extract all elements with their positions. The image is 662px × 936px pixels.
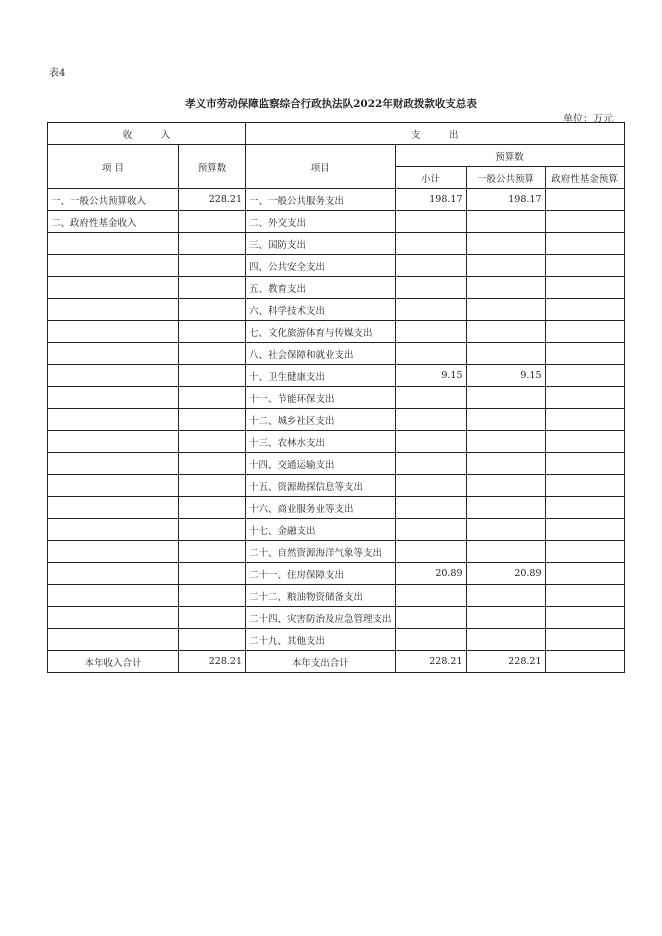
income-total-amount: 228.21 bbox=[179, 651, 246, 673]
expense-item-cell: 二十一、住房保障支出 bbox=[246, 563, 396, 585]
income-item-cell bbox=[48, 255, 179, 277]
subtotal-cell bbox=[395, 277, 466, 299]
general-budget-cell bbox=[466, 277, 545, 299]
subtotal-cell: 198.17 bbox=[395, 189, 466, 211]
income-item-cell bbox=[48, 563, 179, 585]
expense-item-cell: 二十、自然资源海洋气象等支出 bbox=[246, 541, 396, 563]
subtotal-total: 228.21 bbox=[395, 651, 466, 673]
subtotal-cell bbox=[395, 431, 466, 453]
table-row bbox=[48, 255, 625, 277]
expense-item-cell: 三、国防支出 bbox=[246, 233, 396, 255]
income-amount-cell bbox=[179, 431, 246, 453]
fund-budget-cell bbox=[545, 497, 624, 519]
expense-item-cell: 十四、交通运输支出 bbox=[246, 453, 396, 475]
general-budget-cell bbox=[466, 211, 545, 233]
expense-item-cell: 一、一般公共服务支出 bbox=[246, 189, 396, 211]
fund-budget-cell bbox=[545, 277, 624, 299]
expense-item-cell: 四、公共安全支出 bbox=[246, 255, 396, 277]
expense-header: 支 出 bbox=[246, 123, 625, 145]
expense-item-cell: 六、科学技术支出 bbox=[246, 299, 396, 321]
fund-budget-cell bbox=[545, 585, 624, 607]
expense-item-cell: 二、外交支出 bbox=[246, 211, 396, 233]
fund-budget-cell bbox=[545, 475, 624, 497]
income-amount-cell bbox=[179, 541, 246, 563]
table-row bbox=[48, 519, 625, 541]
income-item-header: 项 目 bbox=[48, 145, 179, 189]
subtotal-cell bbox=[395, 321, 466, 343]
general-budget-cell bbox=[466, 431, 545, 453]
income-item-cell bbox=[48, 497, 179, 519]
income-total-label: 本年收入合计 bbox=[48, 651, 179, 673]
table-label: 表4 bbox=[49, 68, 66, 79]
expense-total-label: 本年支出合计 bbox=[246, 651, 396, 673]
income-amount-cell bbox=[179, 607, 246, 629]
income-amount-cell bbox=[179, 233, 246, 255]
table-row bbox=[48, 541, 625, 563]
general-budget-cell bbox=[466, 321, 545, 343]
income-item-cell bbox=[48, 299, 179, 321]
income-amount-cell bbox=[179, 211, 246, 233]
fund-budget-cell bbox=[545, 431, 624, 453]
general-budget-cell bbox=[466, 475, 545, 497]
income-amount-cell bbox=[179, 365, 246, 387]
header-row-2 bbox=[48, 145, 625, 167]
general-budget-total: 228.21 bbox=[466, 651, 545, 673]
income-amount-cell bbox=[179, 321, 246, 343]
income-amount-cell bbox=[179, 453, 246, 475]
income-amount-cell bbox=[179, 629, 246, 651]
subtotal-cell bbox=[395, 607, 466, 629]
income-amount-cell bbox=[179, 299, 246, 321]
expense-item-cell: 十七、金融支出 bbox=[246, 519, 396, 541]
income-item-cell bbox=[48, 519, 179, 541]
expense-item-cell: 十六、商业服务业等支出 bbox=[246, 497, 396, 519]
income-item-cell bbox=[48, 607, 179, 629]
table-row bbox=[48, 189, 625, 211]
general-budget-cell bbox=[466, 453, 545, 475]
expense-item-header: 项目 bbox=[246, 145, 396, 189]
subtotal-cell bbox=[395, 299, 466, 321]
income-item-cell bbox=[48, 233, 179, 255]
general-budget-cell bbox=[466, 541, 545, 563]
table-row bbox=[48, 475, 625, 497]
expense-item-cell: 十、卫生健康支出 bbox=[246, 365, 396, 387]
subtotal-cell bbox=[395, 343, 466, 365]
general-budget-cell bbox=[466, 233, 545, 255]
fund-budget-cell bbox=[545, 453, 624, 475]
general-budget-cell bbox=[466, 607, 545, 629]
income-amount-cell bbox=[179, 255, 246, 277]
income-item-cell bbox=[48, 629, 179, 651]
fund-budget-cell bbox=[545, 189, 624, 211]
income-amount-cell bbox=[179, 409, 246, 431]
general-budget-cell: 20.89 bbox=[466, 563, 545, 585]
income-amount-cell bbox=[179, 497, 246, 519]
header-row-1 bbox=[48, 123, 625, 145]
income-header: 收 入 bbox=[48, 123, 246, 145]
page-title: 孝义市劳动保障监察综合行政执法队2022年财政拨款收支总表 bbox=[185, 98, 477, 110]
subtotal-cell bbox=[395, 585, 466, 607]
table-row bbox=[48, 563, 625, 585]
table-row bbox=[48, 387, 625, 409]
subtotal-cell bbox=[395, 255, 466, 277]
income-item-cell bbox=[48, 343, 179, 365]
income-item-cell bbox=[48, 365, 179, 387]
expense-item-cell: 十一、节能环保支出 bbox=[246, 387, 396, 409]
budget-summary-table bbox=[47, 122, 625, 673]
fund-budget-cell bbox=[545, 387, 624, 409]
general-budget-cell: 9.15 bbox=[466, 365, 545, 387]
income-item-cell: 二、政府性基金收入 bbox=[48, 211, 179, 233]
fund-budget-cell bbox=[545, 321, 624, 343]
subtotal-cell bbox=[395, 519, 466, 541]
fund-budget-cell bbox=[545, 541, 624, 563]
subtotal-cell: 9.15 bbox=[395, 365, 466, 387]
subtotal-cell bbox=[395, 453, 466, 475]
income-amount-cell bbox=[179, 277, 246, 299]
income-item-cell bbox=[48, 321, 179, 343]
subtotal-cell bbox=[395, 211, 466, 233]
income-amount-cell bbox=[179, 519, 246, 541]
expense-item-cell: 二十二、粮油物资储备支出 bbox=[246, 585, 396, 607]
income-amount-cell bbox=[179, 475, 246, 497]
expense-item-cell: 二十四、灾害防治及应急管理支出 bbox=[246, 607, 396, 629]
fund-budget-cell bbox=[545, 563, 624, 585]
expense-item-cell: 七、文化旅游体育与传媒支出 bbox=[246, 321, 396, 343]
expense-item-cell: 十二、城乡社区支出 bbox=[246, 409, 396, 431]
general-budget-cell bbox=[466, 519, 545, 541]
income-amount-cell bbox=[179, 563, 246, 585]
table-row bbox=[48, 343, 625, 365]
table-row bbox=[48, 629, 625, 651]
general-budget-cell bbox=[466, 585, 545, 607]
income-item-cell bbox=[48, 541, 179, 563]
expense-item-cell: 二十九、其他支出 bbox=[246, 629, 396, 651]
fund-budget-cell bbox=[545, 255, 624, 277]
fund-budget-cell bbox=[545, 233, 624, 255]
income-item-cell bbox=[48, 475, 179, 497]
income-amount-cell bbox=[179, 585, 246, 607]
table-row bbox=[48, 233, 625, 255]
income-item-cell bbox=[48, 585, 179, 607]
table-row bbox=[48, 453, 625, 475]
income-amount-cell bbox=[179, 343, 246, 365]
subtotal-cell bbox=[395, 497, 466, 519]
subtotal-cell bbox=[395, 541, 466, 563]
table-row bbox=[48, 321, 625, 343]
expense-item-cell: 十五、资源勘探信息等支出 bbox=[246, 475, 396, 497]
income-item-cell bbox=[48, 453, 179, 475]
subtotal-cell bbox=[395, 409, 466, 431]
fund-budget-total bbox=[545, 651, 624, 673]
general-budget-header: 一般公共预算 bbox=[466, 167, 545, 189]
expense-item-cell: 五、教育支出 bbox=[246, 277, 396, 299]
table-row bbox=[48, 607, 625, 629]
fund-budget-cell bbox=[545, 299, 624, 321]
income-item-cell bbox=[48, 409, 179, 431]
table-row bbox=[48, 299, 625, 321]
fund-budget-cell bbox=[545, 365, 624, 387]
table-row bbox=[48, 431, 625, 453]
table-row bbox=[48, 277, 625, 299]
totals-row bbox=[48, 651, 625, 673]
subtotal-cell bbox=[395, 475, 466, 497]
fund-budget-cell bbox=[545, 409, 624, 431]
subtotal-cell bbox=[395, 387, 466, 409]
income-budget-header: 预算数 bbox=[179, 145, 246, 189]
expense-item-cell: 十三、农林水支出 bbox=[246, 431, 396, 453]
subtotal-cell bbox=[395, 233, 466, 255]
table-row bbox=[48, 409, 625, 431]
table-row bbox=[48, 585, 625, 607]
fund-budget-cell bbox=[545, 607, 624, 629]
subtotal-cell: 20.89 bbox=[395, 563, 466, 585]
income-amount-cell bbox=[179, 387, 246, 409]
general-budget-cell bbox=[466, 343, 545, 365]
table-row bbox=[48, 497, 625, 519]
general-budget-cell bbox=[466, 409, 545, 431]
income-item-cell: 一、一般公共预算收入 bbox=[48, 189, 179, 211]
income-item-cell bbox=[48, 277, 179, 299]
fund-budget-cell bbox=[545, 629, 624, 651]
expense-item-cell: 八、社会保障和就业支出 bbox=[246, 343, 396, 365]
general-budget-cell bbox=[466, 387, 545, 409]
income-item-cell bbox=[48, 431, 179, 453]
subtotal-cell bbox=[395, 629, 466, 651]
general-budget-cell bbox=[466, 629, 545, 651]
income-item-cell bbox=[48, 387, 179, 409]
fund-budget-cell bbox=[545, 343, 624, 365]
general-budget-cell bbox=[466, 299, 545, 321]
fund-budget-cell bbox=[545, 519, 624, 541]
general-budget-cell bbox=[466, 497, 545, 519]
general-budget-cell bbox=[466, 255, 545, 277]
table-row bbox=[48, 365, 625, 387]
table-row bbox=[48, 211, 625, 233]
fund-budget-cell bbox=[545, 211, 624, 233]
fund-budget-header: 政府性基金预算 bbox=[545, 167, 624, 189]
unit-label: 单位：万元 bbox=[563, 114, 613, 125]
income-amount-cell: 228.21 bbox=[179, 189, 246, 211]
expense-budget-header: 预算数 bbox=[395, 145, 624, 167]
general-budget-cell: 198.17 bbox=[466, 189, 545, 211]
subtotal-header: 小计 bbox=[395, 167, 466, 189]
